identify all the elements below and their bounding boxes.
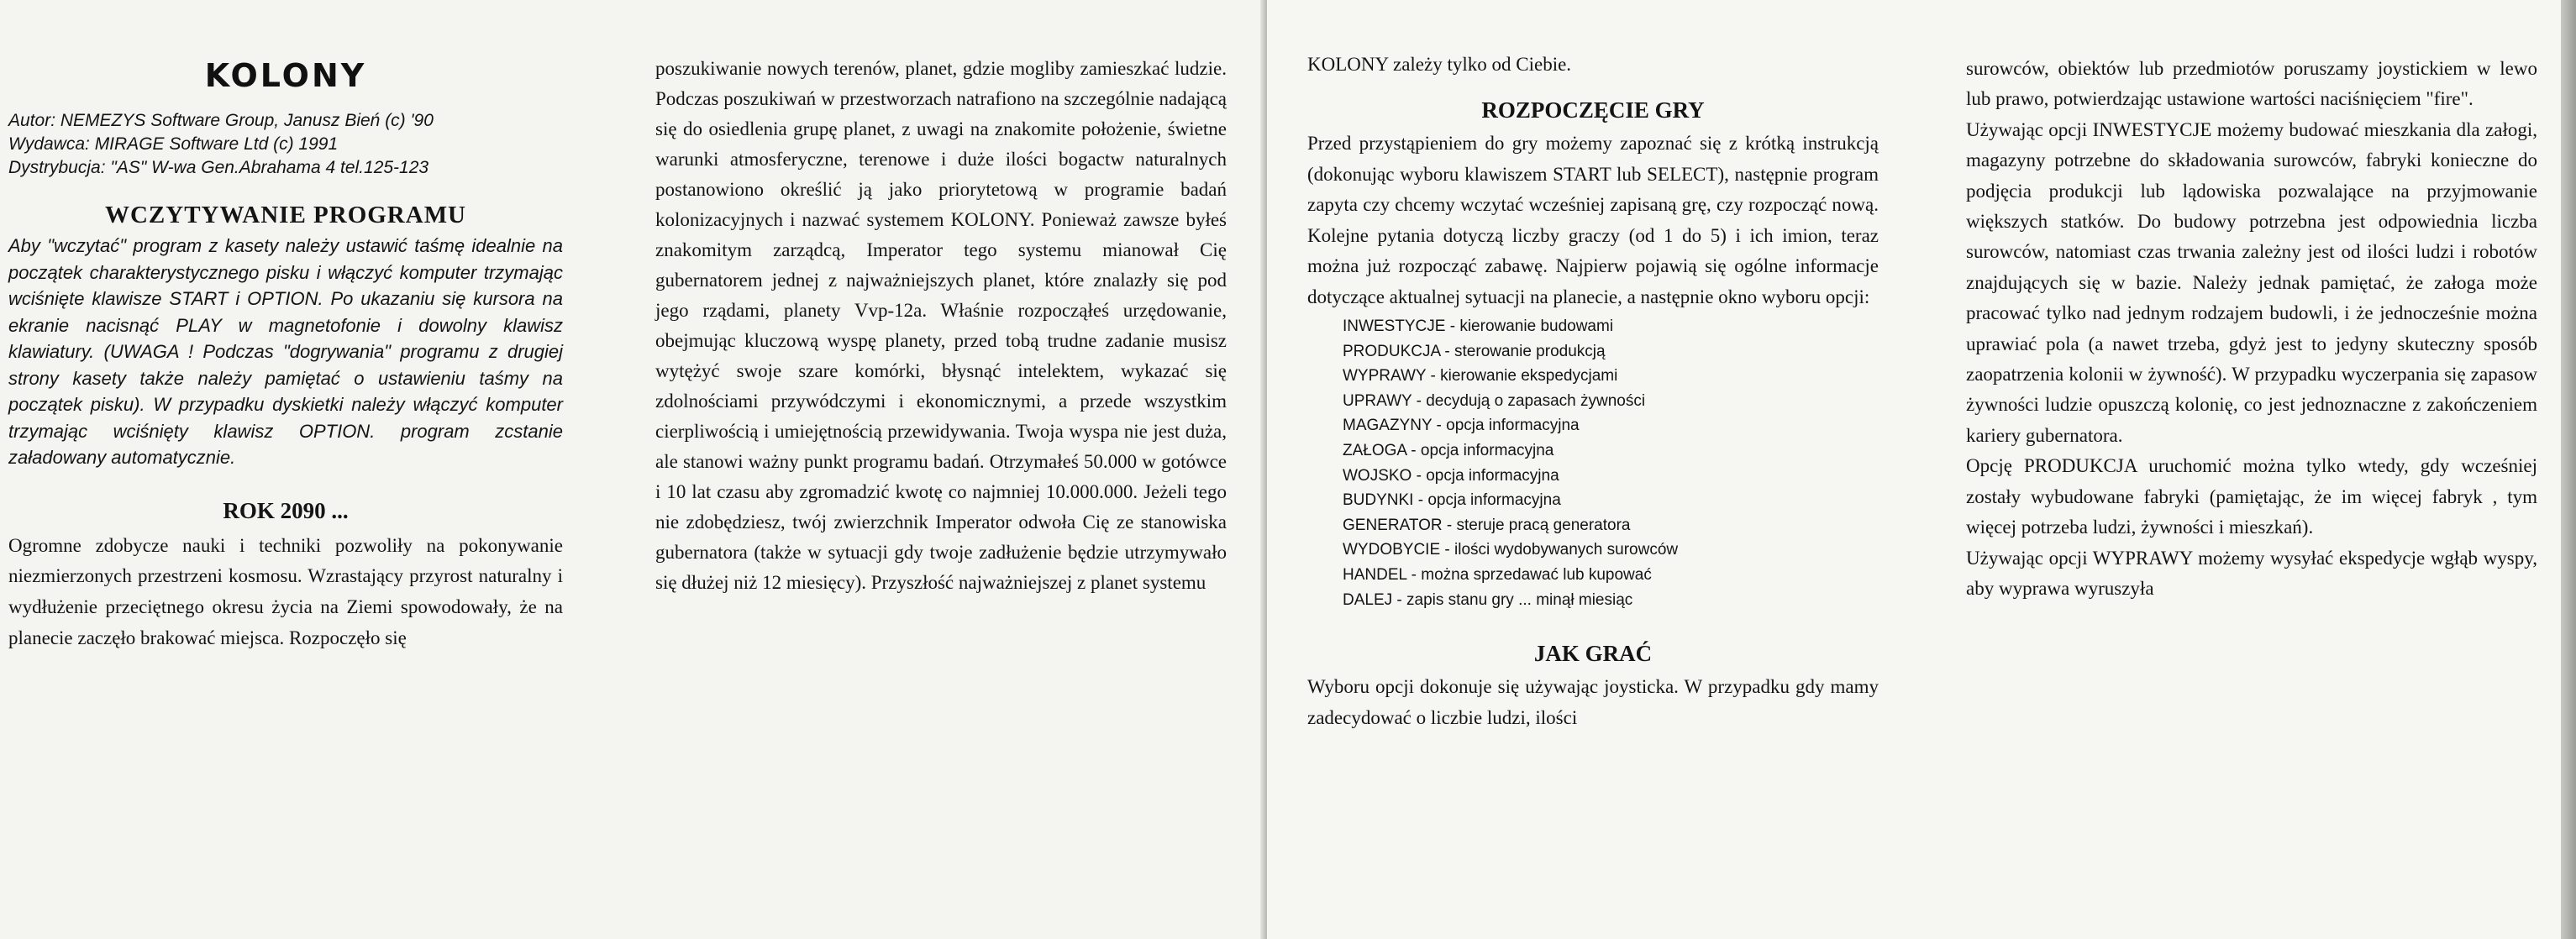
wczytywanie-text: Aby "wczytać" program z kasety należy ustawić taśmę idealnie na początek charakterystycznego pisku i włączyć komputer trzymając wciśnięte klawisze START i OPTION. Po ukazaniu się kursora na ekranie nacisnąć PLAY w magnetofonie i dowolny klawisz klawiatury. (UWAGA ! Podczas "dogrywania" programu z drugiej strony kasety także należy pamiętać o ustawieniu taśmy na początek pisku). W przypadku dyskietki należy włączyć komputer trzymając wciśnięty klawisz OPTION. program zcstanie załadowany automatycznie. (8, 235, 563, 468)
left-page (0, 0, 1267, 939)
credits-block (8, 109, 563, 180)
rok-2090-continued-text: poszukiwanie nowych terenów, planet, gdzie mogliby zamieszkać ludzie. Podczas poszukiwań w przestworzach natrafiono na szczególnie nadającą się do osiedlenia grupę planet, z uwagi na znakomite położenie, świetne warunki atmosferyczne, terenowe i duże ilości bogactw naturalnych postanowiono określić ją jako priorytetową w programie badań kolonizacyjnych i nazwać systemem KOLONY. Ponieważ zawsze byłeś znakomitym zarządcą, Imperator tego systemu mianował Cię gubernatorem jednej z najważniejszych planet, które znalazły się pod jego rządami, planety Vvp-12a. Właśnie rozpocząłeś urzędowanie, obejmując kluczową wyspę planety, przed tobą trudne zadanie musisz wytężyć swoje szare komórki, błysnąć intelektem, wykazać się zdolnościami przywódczymi i ekonomicznymi, a przede wszystkim cierpliwością i umiejętnością przewidywania. Twoja wyspa nie jest duża, ale stanowi ważny punkt programu badań. Otrzymałeś 50.000 w gotówce i 10 lat czasu aby zgromadzić kwotę co najmniej 10.000.000. Jeżeli tego nie zdobędziesz, twój zwierzchnik Imperator odwoła Cię ze stanowiska gubernatora (także w sytuacji gdy twoje zadłużenie będzie utrzymywało się dłużej niż 12 miesięcy). Przyszłość najważniejszej z planet systemu (655, 58, 1227, 593)
rok-2090-tail-text: KOLONY zależy tylko od Ciebie. (1307, 54, 1572, 75)
page-edge (2561, 0, 2576, 939)
credit-distribution: Dystrybucja: "AS" W-wa Gen.Abrahama 4 tel.125-123 (8, 158, 429, 177)
option-item: BUDYNKI - opcja informacyjna (1343, 491, 1561, 510)
options-list (1343, 314, 1879, 612)
credit-author: Autor: NEMEZYS Software Group, Janusz Bień (c) '90 (8, 111, 434, 130)
right-page (1267, 0, 2561, 939)
wyprawy-text: Używając opcji WYPRAWY możemy wysyłać ekspedycje wgłąb wyspy, aby wyprawa wyruszyła (1966, 547, 2537, 599)
option-item: INWESTYCJE - kierowanie budowami (1343, 317, 1614, 335)
option-item: WOJSKO - opcja informacyjna (1343, 466, 1559, 485)
rok-2090-text: Ogromne zdobycze nauki i techniki pozwoliły na pokonywanie niezmierzonych przestrzeni kosmosu. Wzrastający przyrost naturalny i wydłużenie przeciętnego okresu życia na Ziemi spowodowały, że na planecie zaczęło brakować miejsca. Rozpoczęło się (8, 534, 563, 648)
option-item: HANDEL - można sprzedawać lub kupować (1343, 565, 1652, 584)
option-item: GENERATOR - steruje pracą generatora (1343, 516, 1631, 534)
column-3 (1307, 0, 1879, 733)
option-item: DALEJ - zapis stanu gry ... minął miesiąc (1343, 590, 1633, 609)
option-item: PRODUKCJA - sterowanie produkcją (1343, 342, 1606, 360)
rozpoczecie-text: Przed przystąpieniem do gry możemy zapoznać się z krótką instrukcją (dokonując wyboru klawiszem START lub SELECT), następnie program zapyta czy chcemy wczytać wcześniej zapisaną grę, czy rozpocząć nową. Kolejne pytania dotyczą liczby graczy (od 1 do 5) i ich imion, teraz można już rozpocząć zabawę. Najpierw pojawią się ogólne informacje dotyczące aktualnej sytuacji na planecie, a następnie okno wyboru opcji: (1307, 133, 1879, 307)
jak-grac-text: Wyboru opcji dokonuje się używając joysticka. W przypadku gdy mamy zadecydować o liczbie ludzi, ilości (1307, 676, 1879, 728)
column-2 (655, 0, 1227, 598)
heading-rok-2090: ROK 2090 ... (223, 497, 349, 523)
jak-grac-continued-text: surowców, obiektów lub przedmiotów poruszamy joystickiem w lewo lub prawo, potwierdzając ustawione wartości naciśnięciem "fire". (1966, 58, 2537, 110)
heading-wczytywanie: WCZYTYWANIE PROGRAMU (104, 202, 467, 228)
column-1 (8, 0, 563, 654)
produkcja-text: Opcję PRODUKCJA uruchomić można tylko wtedy, gdy wcześniej zostały wybudowane fabryki (pamiętając, że im więcej fabryk , tym więcej potrzeba ludzi, żywności i mieszkań). (1966, 455, 2537, 538)
option-item: UPRAWY - decydują o zapasach żywności (1343, 391, 1646, 410)
option-item: WYDOBYCIE - ilości wydobywanych surowców (1343, 541, 1679, 559)
kolony-logo: KOLONY (204, 57, 367, 94)
column-4 (1966, 0, 2537, 604)
option-item: ZAŁOGA - opcja informacyjna (1343, 441, 1554, 459)
credit-publisher: Wydawca: MIRAGE Software Ltd (c) 1991 (8, 134, 339, 154)
option-item: MAGAZYNY - opcja informacyjna (1343, 417, 1580, 435)
heading-rozpoczecie-gry: ROZPOCZĘCIE GRY (1481, 97, 1705, 123)
inwestycje-text: Używając opcji INWESTYCJE możemy budować mieszkania dla załogi, magazyny potrzebne do składowania surowców, fabryki konieczne do podjęcia produkcji lub lądowiska pozwalające na przyjmowanie większych statków. Do budowy potrzebna jest odpowiednia liczba surowców, natomiast czas trwania zależny jest od ilości ludzi i robotów znajdujących się w bazie. Należy jednak pamiętać, że załoga może pracować tylko nad jednym rodzajem budowli, i że jednocześnie można uprawiać pola (a nawet trzeba, gdyż jest to jedyny skuteczny sposób zaopatrzenia kolonii w żywność). W przypadku wyczerpania się zapasow żywności ludzie opuszczą kolonię, co jest jednoznaczne z zakończeniem kariery gubernatora. (1966, 118, 2537, 446)
option-item: WYPRAWY - kierowanie ekspedycjami (1343, 367, 1618, 386)
heading-jak-grac: JAK GRAĆ (1533, 641, 1653, 667)
